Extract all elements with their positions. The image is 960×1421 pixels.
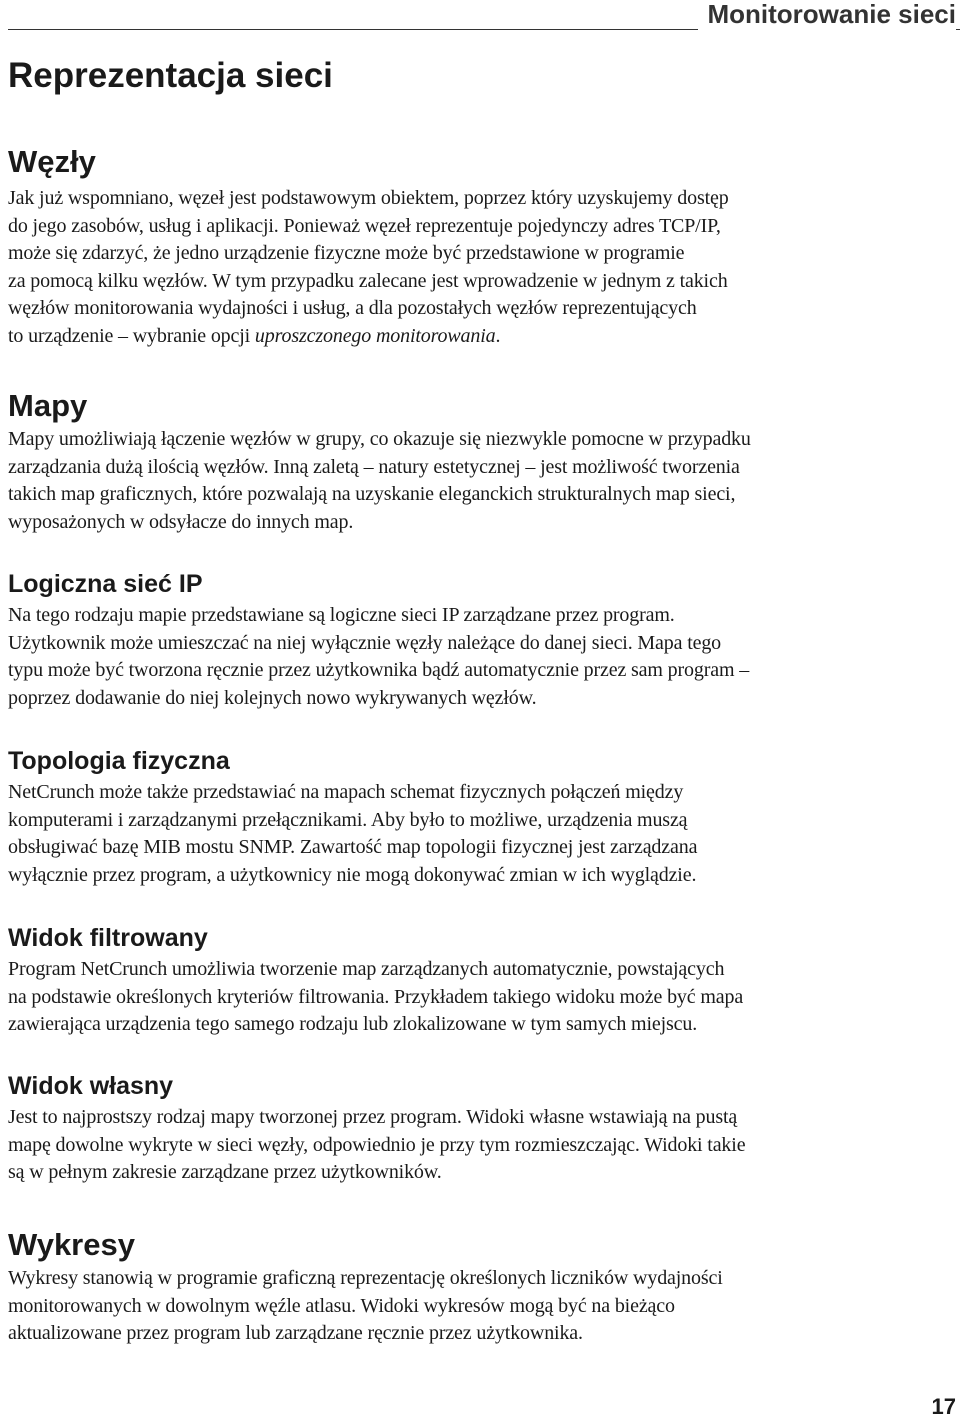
section-widok-wlasny xyxy=(8,1070,956,1187)
page-number: 17 xyxy=(931,1394,956,1419)
body-line: do jego zasobów, usług i aplikacji. Ponieważ węzeł reprezentuje pojedynczy adres TCP/IP, xyxy=(8,214,721,237)
body-line: zarządzania dużą ilością węzłów. Inną zaletą – natury estetycznej – jest możliwość tworzenia xyxy=(8,455,740,478)
body-line: na podstawie określonych kryteriów filtrowania. Przykładem takiego widoku może być mapa xyxy=(8,985,744,1008)
body-line: wyłącznie przez program, a użytkownicy nie mogą dokonywać zmian w ich wyglądzie. xyxy=(8,863,697,886)
body-line: za pomocą kilku węzłów. W tym przypadku zalecane jest wprowadzenie w jednym z takich xyxy=(8,269,728,292)
body-line: takich map graficznych, które pozwalają na uzyskanie eleganckich strukturalnych map sieci, xyxy=(8,483,736,506)
body-line: Program NetCrunch umożliwia tworzenie map zarządzanych automatycznie, powstających xyxy=(8,958,725,980)
section-body xyxy=(8,1104,956,1187)
page-title: Reprezentacja sieci xyxy=(8,56,333,95)
body-line: węzłów monitorowania wydajności i usług, a dla pozostałych węzłów reprezentujących xyxy=(8,297,697,320)
body-line: Jak już wspomniano, węzeł jest podstawowym obiektem, poprzez który uzyskujemy dostęp xyxy=(8,187,729,209)
section-heading: Widok filtrowany xyxy=(8,924,208,952)
body-line-last xyxy=(8,323,956,351)
section-body xyxy=(8,956,956,1039)
body-line: monitorowanych w dowolnym węźle atlasu. Widoki wykresów mogą być na bieżąco xyxy=(8,1294,675,1317)
body-line: Mapy umożliwiają łączenie węzłów w grupy, co okazuje się niezwykle pomocne w przypadku xyxy=(8,428,751,450)
body-line: są w pełnym zakresie zarządzane przez użytkowników. xyxy=(8,1161,442,1184)
section-logiczna-siec-ip xyxy=(8,568,956,712)
section-wykresy xyxy=(8,1226,956,1348)
section-mapy xyxy=(8,387,956,536)
section-heading: Węzły xyxy=(8,144,96,179)
body-line: Jest to najprostszy rodzaj mapy tworzonej przez program. Widoki własne wstawiają na pustą xyxy=(8,1106,738,1128)
section-wezly xyxy=(8,143,956,351)
section-body xyxy=(8,1265,956,1348)
running-header: Monitorowanie sieci xyxy=(698,0,957,30)
section-heading: Wykresy xyxy=(8,1227,135,1262)
body-line: typu może być tworzona ręcznie przez użytkownika bądź automatycznie przez sam program – xyxy=(8,659,750,682)
body-line: aktualizowane przez program lub zarządzane ręcznie przez użytkownika. xyxy=(8,1322,583,1345)
body-line: Użytkownik może umieszczać na niej wyłącznie węzły należące do danej sieci. Mapa tego xyxy=(8,631,722,654)
section-body xyxy=(8,779,956,889)
body-line: obsługiwać bazę MIB mostu SNMP. Zawartość map topologii fizycznej jest zarządzana xyxy=(8,836,698,859)
emphasized-term: uproszczonego monitorowania xyxy=(254,324,496,347)
body-text: to urządzenie – wybranie opcji xyxy=(8,324,255,347)
section-body xyxy=(8,185,956,351)
section-widok-filtrowany xyxy=(8,922,956,1039)
section-heading: Logiczna sieć IP xyxy=(8,570,203,598)
body-line: może się zdarzyć, że jedno urządzenie fizyczne może być przedstawione w programie xyxy=(8,242,685,265)
section-topologia-fizyczna xyxy=(8,745,956,889)
body-line: komputerami i zarządzanymi przełącznikami. Aby było to możliwe, urządzenia muszą xyxy=(8,808,688,831)
body-line: zawierająca urządzenia tego samego rodzaju lub zlokalizowane w tym samych miejscu. xyxy=(8,1013,698,1036)
body-line: poprzez dodawanie do niej kolejnych nowo wykrywanych węzłów. xyxy=(8,686,537,709)
body-line: wyposażonych w odsyłacze do innych map. xyxy=(8,510,354,533)
section-heading: Widok własny xyxy=(8,1072,174,1100)
body-line: Wykresy stanowią w programie graficzną reprezentację określonych liczników wydajności xyxy=(8,1267,723,1289)
body-line: NetCrunch może także przedstawiać na mapach schemat fizycznych połączeń między xyxy=(8,781,684,803)
section-heading: Topologia fizyczna xyxy=(8,747,230,775)
body-line: mapę dowolne wykryte w sieci węzły, odpowiednio je przy tym rozmieszczając. Widoki takie xyxy=(8,1133,746,1156)
section-body xyxy=(8,602,956,712)
body-line: Na tego rodzaju mapie przedstawiane są logiczne sieci IP zarządzane przez program. xyxy=(8,604,675,626)
section-heading: Mapy xyxy=(8,388,88,423)
section-body xyxy=(8,426,956,536)
body-text: . xyxy=(495,324,501,347)
